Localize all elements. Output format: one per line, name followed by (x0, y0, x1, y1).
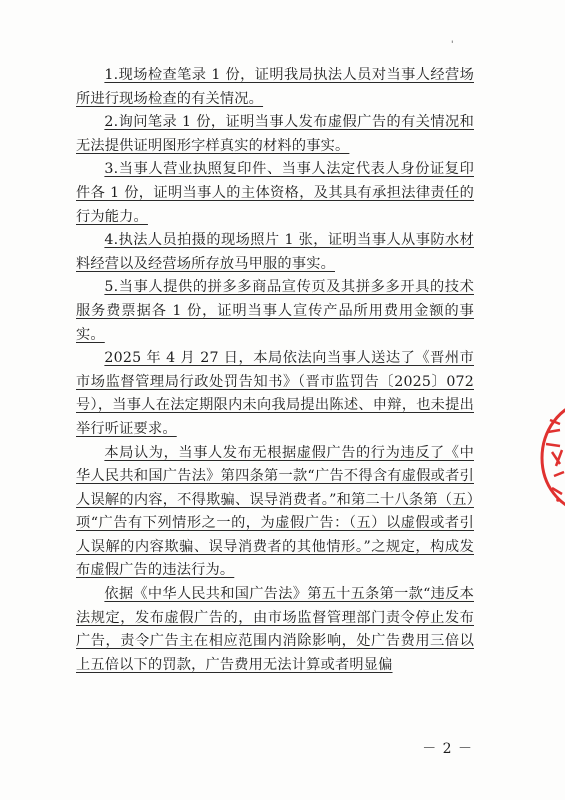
evidence-item-4: 4.执法人员拍摄的现场照片 1 张，证明当事人从事防水材料经营以及经营场所存放马甲服的事实。 (76, 232, 474, 272)
page-number: － 2 － (422, 741, 473, 757)
violation-finding-paragraph: 本局认为，当事人发布无根据虚假广告的行为违反了《中华人民共和国广告法》第四条第一款“广告不得含有虚假或者引人误解的内容，不得欺骗、误导消费者。”和第二十八条第（五）项“广告有下列情形之一的，为虚假广告：（五）以虚假或者引人误解的内容欺骗、误导消费者的其他情形。”之规定，构成发布虚假广告的违法行为。 (76, 444, 474, 579)
official-seal-partial (528, 392, 565, 522)
scan-mark: ' (451, 40, 454, 50)
evidence-item-2: 2.询问笔录 1 份，证明当事人发布虚假广告的有关情况和无法提供证明图形字样真实的材料的事实。 (76, 114, 474, 154)
notice-delivery-paragraph: 2025 年 4 月 27 日，本局依法向当事人送达了《晋州市市场监督管理局行政处罚告知书》（晋市监罚告〔2025〕072 号），当事人在法定期限内未向我局提出陈述、申辩，也未提出举行听证要求。 (76, 350, 474, 437)
evidence-item-1: 1.现场检查笔录 1 份，证明我局执法人员对当事人经营场所进行现场检查的有关情况。 (76, 67, 474, 107)
evidence-item-3: 3.当事人营业执照复印件、当事人法定代表人身份证复印件各 1 份，证明当事人的主体资格，及其具有承担法律责任的行为能力。 (76, 161, 474, 225)
evidence-item-5: 5.当事人提供的拼多多商品宣传页及其拼多多开具的技术服务费票据各 1 份，证明当事人宣传产品所用费用金额的事实。 (76, 279, 474, 343)
legal-basis-paragraph: 依据《中华人民共和国广告法》第五十五条第一款“违反本法规定，发布虚假广告的，由市场监督管理部门责令停止发布广告，责令广告主在相应范围内消除影响，处广告费用三倍以上五倍以下的罚款，广告费用无法计算或者明显偏 (76, 586, 474, 673)
document-body (76, 64, 474, 677)
